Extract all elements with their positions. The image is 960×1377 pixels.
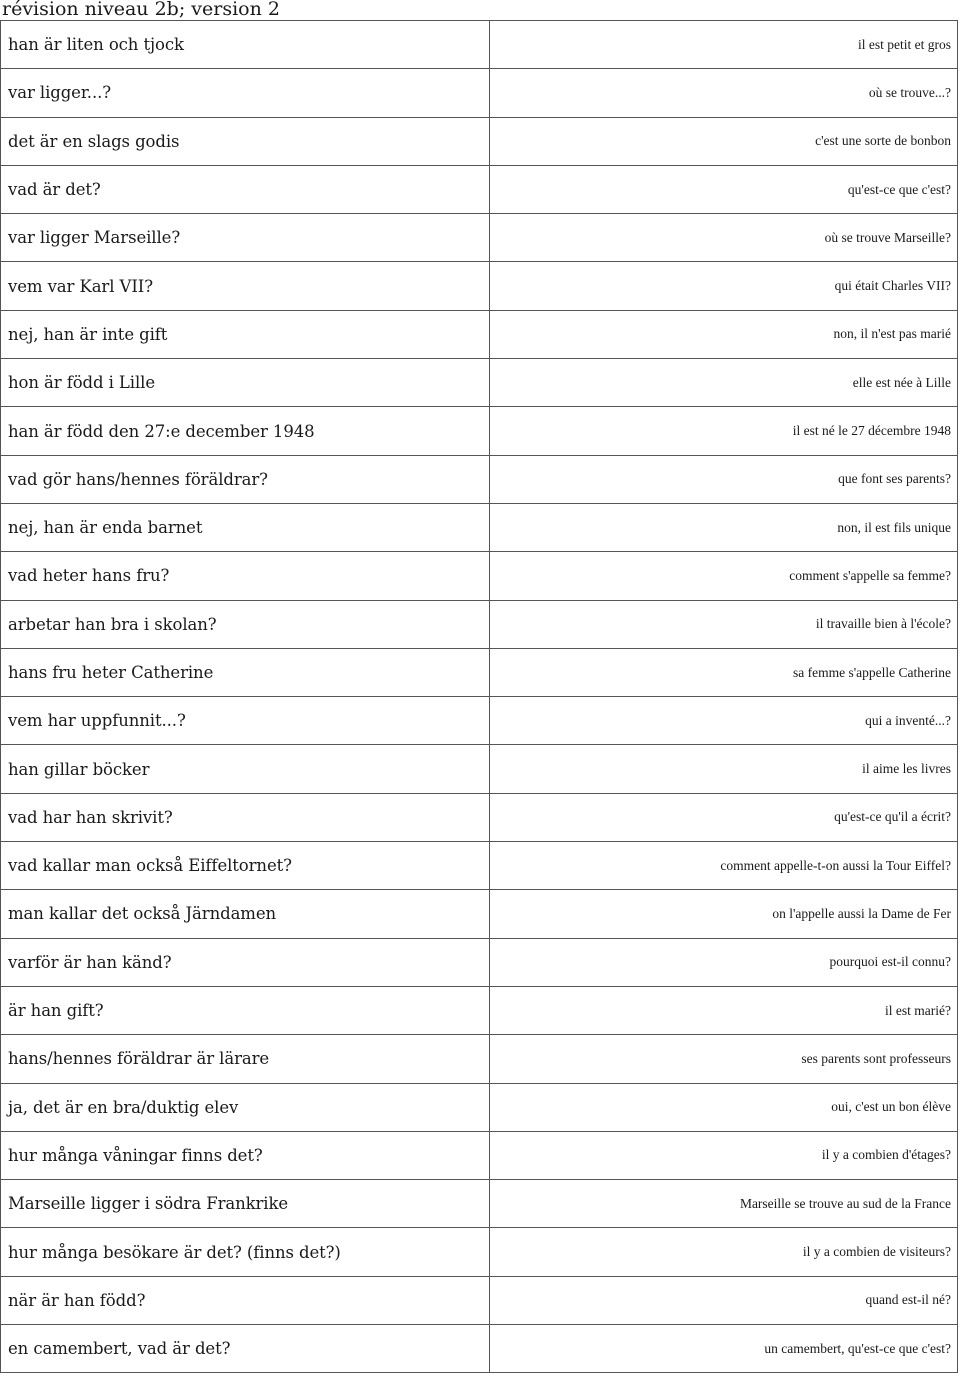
french-phrase-cell: comment appelle-t-on aussi la Tour Eiffel?	[490, 842, 958, 890]
french-phrase-cell: on l'appelle aussi la Dame de Fer	[490, 890, 958, 938]
swedish-phrase-cell: var ligger...?	[1, 69, 490, 117]
swedish-phrase-cell: arbetar han bra i skolan?	[1, 600, 490, 648]
table-row	[1, 745, 958, 793]
french-phrase-cell: non, il n'est pas marié	[490, 310, 958, 358]
table-row	[1, 1325, 958, 1373]
french-phrase-cell: quand est-il né?	[490, 1276, 958, 1324]
french-phrase-cell: qui était Charles VII?	[490, 262, 958, 310]
french-phrase-cell: il travaille bien à l'école?	[490, 600, 958, 648]
swedish-phrase-cell: nej, han är enda barnet	[1, 503, 490, 551]
table-row	[1, 117, 958, 165]
french-phrase-cell: il est petit et gros	[490, 21, 958, 69]
swedish-phrase-cell: hans/hennes föräldrar är lärare	[1, 1035, 490, 1083]
table-row	[1, 890, 958, 938]
table-row	[1, 1035, 958, 1083]
french-phrase-cell: c'est une sorte de bonbon	[490, 117, 958, 165]
swedish-phrase-cell: han gillar böcker	[1, 745, 490, 793]
table-row	[1, 793, 958, 841]
table-row	[1, 1276, 958, 1324]
french-phrase-cell: que font ses parents?	[490, 455, 958, 503]
table-row	[1, 552, 958, 600]
table-row	[1, 21, 958, 69]
swedish-phrase-cell: när är han född?	[1, 1276, 490, 1324]
swedish-phrase-cell: vad heter hans fru?	[1, 552, 490, 600]
swedish-phrase-cell: nej, han är inte gift	[1, 310, 490, 358]
table-row	[1, 359, 958, 407]
french-phrase-cell: sa femme s'appelle Catherine	[490, 648, 958, 696]
table-row	[1, 600, 958, 648]
swedish-phrase-cell: var ligger Marseille?	[1, 214, 490, 262]
french-phrase-cell: qui a inventé...?	[490, 697, 958, 745]
french-phrase-cell: non, il est fils unique	[490, 503, 958, 551]
swedish-phrase-cell: hur många besökare är det? (finns det?)	[1, 1228, 490, 1276]
table-row	[1, 986, 958, 1034]
french-phrase-cell: il aime les livres	[490, 745, 958, 793]
french-phrase-cell: qu'est-ce qu'il a écrit?	[490, 793, 958, 841]
swedish-phrase-cell: vem har uppfunnit...?	[1, 697, 490, 745]
swedish-phrase-cell: vad gör hans/hennes föräldrar?	[1, 455, 490, 503]
french-phrase-cell: où se trouve...?	[490, 69, 958, 117]
french-phrase-cell: il y a combien de visiteurs?	[490, 1228, 958, 1276]
french-phrase-cell: il y a combien d'étages?	[490, 1131, 958, 1179]
swedish-phrase-cell: varför är han känd?	[1, 938, 490, 986]
swedish-phrase-cell: han är liten och tjock	[1, 21, 490, 69]
table-row	[1, 1083, 958, 1131]
table-row	[1, 1180, 958, 1228]
swedish-phrase-cell: ja, det är en bra/duktig elev	[1, 1083, 490, 1131]
french-phrase-cell: il est né le 27 décembre 1948	[490, 407, 958, 455]
table-row	[1, 310, 958, 358]
table-row	[1, 648, 958, 696]
swedish-phrase-cell: är han gift?	[1, 986, 490, 1034]
french-phrase-cell: où se trouve Marseille?	[490, 214, 958, 262]
french-phrase-cell: un camembert, qu'est-ce que c'est?	[490, 1325, 958, 1373]
vocabulary-table	[0, 20, 958, 1373]
swedish-phrase-cell: Marseille ligger i södra Frankrike	[1, 1180, 490, 1228]
table-row	[1, 697, 958, 745]
swedish-phrase-cell: vad har han skrivit?	[1, 793, 490, 841]
french-phrase-cell: qu'est-ce que c'est?	[490, 165, 958, 213]
table-row	[1, 455, 958, 503]
table-row	[1, 165, 958, 213]
table-row	[1, 262, 958, 310]
swedish-phrase-cell: det är en slags godis	[1, 117, 490, 165]
french-phrase-cell: oui, c'est un bon élève	[490, 1083, 958, 1131]
table-row	[1, 1228, 958, 1276]
french-phrase-cell: comment s'appelle sa femme?	[490, 552, 958, 600]
swedish-phrase-cell: en camembert, vad är det?	[1, 1325, 490, 1373]
swedish-phrase-cell: hur många våningar finns det?	[1, 1131, 490, 1179]
french-phrase-cell: elle est née à Lille	[490, 359, 958, 407]
table-row	[1, 503, 958, 551]
table-row	[1, 214, 958, 262]
french-phrase-cell: ses parents sont professeurs	[490, 1035, 958, 1083]
swedish-phrase-cell: man kallar det också Järndamen	[1, 890, 490, 938]
table-row	[1, 407, 958, 455]
swedish-phrase-cell: hon är född i Lille	[1, 359, 490, 407]
table-row	[1, 1131, 958, 1179]
page-title: révision niveau 2b; version 2	[2, 0, 280, 20]
swedish-phrase-cell: vem var Karl VII?	[1, 262, 490, 310]
swedish-phrase-cell: hans fru heter Catherine	[1, 648, 490, 696]
french-phrase-cell: il est marié?	[490, 986, 958, 1034]
vocabulary-table-body	[1, 21, 958, 1373]
swedish-phrase-cell: han är född den 27:e december 1948	[1, 407, 490, 455]
table-row	[1, 938, 958, 986]
swedish-phrase-cell: vad är det?	[1, 165, 490, 213]
table-row	[1, 69, 958, 117]
french-phrase-cell: Marseille se trouve au sud de la France	[490, 1180, 958, 1228]
table-row	[1, 842, 958, 890]
swedish-phrase-cell: vad kallar man också Eiffeltornet?	[1, 842, 490, 890]
french-phrase-cell: pourquoi est-il connu?	[490, 938, 958, 986]
